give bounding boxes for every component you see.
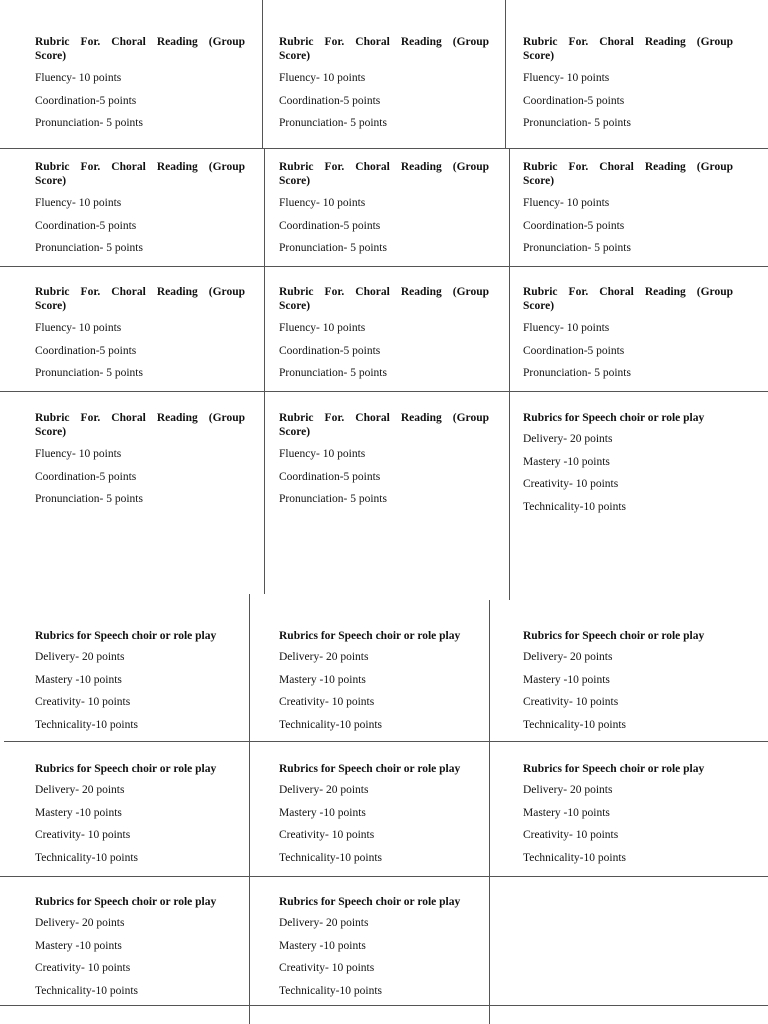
divider: [4, 741, 768, 742]
rubric-title: Rubrics for Speech choir or role play: [279, 896, 461, 908]
rubric-item: Fluency- 10 points: [523, 72, 610, 84]
rubric-item: Technicality-10 points: [35, 718, 138, 731]
divider: [249, 594, 250, 1024]
rubric-item: Pronunciation- 5 points: [523, 367, 631, 379]
rubric-item: Creativity- 10 points: [279, 962, 375, 974]
divider: [505, 0, 506, 148]
rubric-item: Mastery -10 points: [523, 455, 610, 468]
speech-rubric-card: [523, 411, 733, 522]
rubric-item: Pronunciation- 5 points: [523, 242, 631, 254]
rubric-item: Mastery -10 points: [279, 939, 366, 952]
rubric-item: Delivery- 20 points: [35, 917, 125, 929]
rubric-item: Technicality-10 points: [523, 851, 626, 864]
speech-rubric-card: [523, 762, 733, 873]
rubric-item: Technicality-10 points: [35, 851, 138, 864]
rubric-item: Technicality-10 points: [35, 984, 138, 997]
rubric-title: Rubrics for Speech choir or role play: [35, 896, 217, 908]
rubric-item: Pronunciation- 5 points: [279, 117, 387, 129]
rubric-item: Coordination-5 points: [35, 470, 137, 483]
rubric-title: Rubric For. Choral Reading (Group Score): [35, 286, 245, 312]
speech-rubric-card: [35, 895, 245, 1006]
rubric-item: Coordination-5 points: [279, 219, 381, 232]
choral-rubric-card: [279, 35, 489, 139]
rubric-item: Mastery -10 points: [279, 806, 366, 819]
rubric-item: Fluency- 10 points: [35, 72, 122, 84]
rubric-title: Rubrics for Speech choir or role play: [523, 412, 705, 424]
rubric-item: Creativity- 10 points: [35, 696, 131, 708]
rubric-item: Fluency- 10 points: [35, 448, 122, 460]
rubric-item: Creativity- 10 points: [279, 829, 375, 841]
rubric-item: Delivery- 20 points: [523, 651, 613, 663]
choral-rubric-card: [35, 285, 245, 389]
rubric-title: Rubric For. Choral Reading (Group Score): [35, 161, 245, 187]
divider: [0, 391, 768, 392]
choral-rubric-card: [523, 285, 733, 389]
rubric-item: Pronunciation- 5 points: [35, 117, 143, 129]
rubric-title: Rubric For. Choral Reading (Group Score): [279, 36, 489, 62]
rubric-item: Technicality-10 points: [279, 851, 382, 864]
choral-rubric-card: [279, 160, 489, 264]
rubric-item: Creativity- 10 points: [35, 829, 131, 841]
choral-rubric-card: [35, 160, 245, 264]
rubric-title: Rubrics for Speech choir or role play: [35, 763, 217, 775]
rubric-item: Delivery- 20 points: [279, 917, 369, 929]
rubric-item: Technicality-10 points: [279, 718, 382, 731]
divider: [264, 148, 265, 594]
rubric-item: Fluency- 10 points: [523, 322, 610, 334]
rubric-item: Mastery -10 points: [35, 806, 122, 819]
rubric-title: Rubrics for Speech choir or role play: [35, 630, 217, 642]
rubric-item: Creativity- 10 points: [523, 829, 619, 841]
speech-rubric-card: [523, 629, 733, 740]
rubric-item: Fluency- 10 points: [35, 197, 122, 209]
rubric-item: Delivery- 20 points: [523, 433, 613, 445]
divider: [489, 600, 490, 1024]
rubric-title: Rubrics for Speech choir or role play: [523, 763, 705, 775]
divider: [0, 266, 768, 267]
rubric-item: Pronunciation- 5 points: [523, 117, 631, 129]
rubric-item: Coordination-5 points: [523, 344, 625, 357]
speech-rubric-card: [35, 762, 245, 873]
rubric-item: Pronunciation- 5 points: [35, 493, 143, 505]
rubric-title: Rubric For. Choral Reading (Group Score): [523, 286, 733, 312]
rubric-title: Rubric For. Choral Reading (Group Score): [279, 412, 489, 438]
rubric-item: Coordination-5 points: [523, 94, 625, 107]
rubric-item: Mastery -10 points: [35, 939, 122, 952]
rubric-title: Rubrics for Speech choir or role play: [523, 630, 705, 642]
speech-rubric-card: [279, 762, 489, 873]
choral-rubric-card: [35, 35, 245, 139]
rubric-item: Delivery- 20 points: [279, 651, 369, 663]
rubric-item: Mastery -10 points: [35, 673, 122, 686]
choral-rubric-card: [279, 411, 489, 515]
divider: [0, 148, 768, 149]
rubric-title: Rubric For. Choral Reading (Group Score): [523, 161, 733, 187]
rubric-item: Pronunciation- 5 points: [279, 242, 387, 254]
rubric-item: Delivery- 20 points: [35, 651, 125, 663]
rubric-title: Rubric For. Choral Reading (Group Score): [523, 36, 733, 62]
divider: [262, 0, 263, 148]
rubric-item: Technicality-10 points: [523, 718, 626, 731]
rubric-item: Creativity- 10 points: [523, 696, 619, 708]
rubric-item: Pronunciation- 5 points: [35, 242, 143, 254]
choral-rubric-card: [523, 35, 733, 139]
speech-rubric-card: [279, 629, 489, 740]
rubric-title: Rubric For. Choral Reading (Group Score): [279, 286, 489, 312]
rubric-title: Rubrics for Speech choir or role play: [279, 763, 461, 775]
rubric-item: Delivery- 20 points: [523, 784, 613, 796]
rubric-title: Rubric For. Choral Reading (Group Score): [279, 161, 489, 187]
rubric-item: Fluency- 10 points: [279, 72, 366, 84]
rubric-item: Technicality-10 points: [523, 500, 626, 513]
choral-rubric-card: [279, 285, 489, 389]
rubric-item: Coordination-5 points: [279, 94, 381, 107]
rubric-item: Coordination-5 points: [35, 344, 137, 357]
rubric-item: Fluency- 10 points: [279, 197, 366, 209]
rubric-title: Rubric For. Choral Reading (Group Score): [35, 412, 245, 438]
rubric-item: Creativity- 10 points: [523, 478, 619, 490]
rubric-item: Coordination-5 points: [279, 344, 381, 357]
rubric-item: Coordination-5 points: [35, 94, 137, 107]
rubric-item: Fluency- 10 points: [279, 448, 366, 460]
divider: [509, 148, 510, 600]
rubric-item: Creativity- 10 points: [279, 696, 375, 708]
rubric-item: Coordination-5 points: [523, 219, 625, 232]
rubric-title: Rubrics for Speech choir or role play: [279, 630, 461, 642]
speech-rubric-card: [279, 895, 489, 1006]
rubric-item: Fluency- 10 points: [523, 197, 610, 209]
rubric-item: Creativity- 10 points: [35, 962, 131, 974]
choral-rubric-card: [35, 411, 245, 515]
rubric-item: Pronunciation- 5 points: [279, 367, 387, 379]
rubric-item: Fluency- 10 points: [279, 322, 366, 334]
rubric-item: Coordination-5 points: [35, 219, 137, 232]
rubric-item: Mastery -10 points: [279, 673, 366, 686]
rubric-item: Delivery- 20 points: [35, 784, 125, 796]
choral-rubric-card: [523, 160, 733, 264]
rubric-item: Technicality-10 points: [279, 984, 382, 997]
rubric-item: Pronunciation- 5 points: [35, 367, 143, 379]
rubric-item: Mastery -10 points: [523, 673, 610, 686]
rubric-item: Coordination-5 points: [279, 470, 381, 483]
rubric-item: Mastery -10 points: [523, 806, 610, 819]
rubric-item: Fluency- 10 points: [35, 322, 122, 334]
speech-rubric-card: [35, 629, 245, 740]
divider: [0, 876, 768, 877]
rubric-item: Delivery- 20 points: [279, 784, 369, 796]
rubric-item: Pronunciation- 5 points: [279, 493, 387, 505]
rubric-title: Rubric For. Choral Reading (Group Score): [35, 36, 245, 62]
